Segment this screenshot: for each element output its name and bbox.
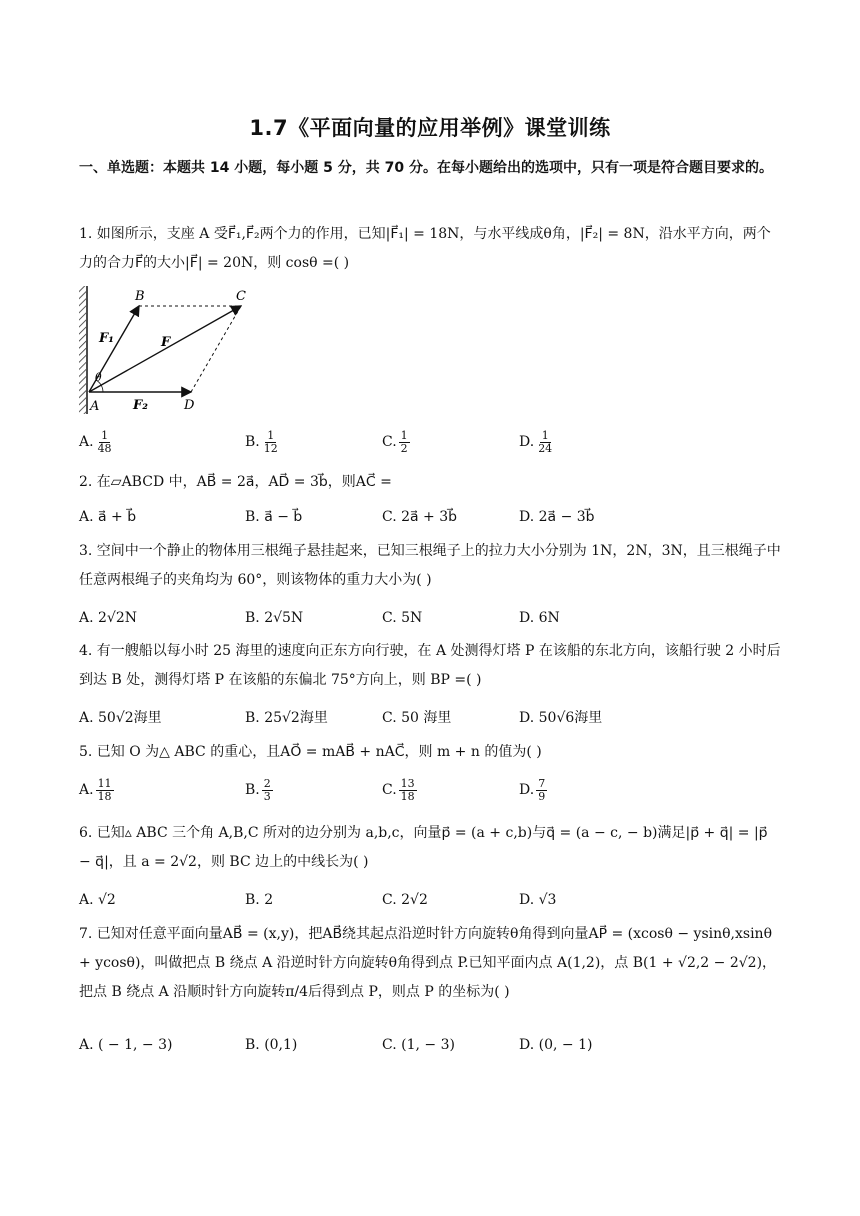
option-a[interactable]: A. 2√2N [79, 610, 137, 626]
option-d[interactable]: D. $\frac{1}{24}$ [519, 428, 553, 455]
option-c[interactable]: C. 2√2 [382, 892, 428, 908]
option-b[interactable]: B. $\frac{1}{12}$ [245, 428, 278, 455]
option-d[interactable]: D. √3 [519, 892, 557, 908]
question-6-stem: 6. 已知▵ ABC 三个角 A,B,C 所对的边分别为 a,b,c，向量p⃗ = (a + c,b)与q⃗ = (a − c, − b)满足|p⃗ + q⃗| = |p⃗ − q⃗|，且 a = 2√2，则 BC 边上的中线长为( ) [79, 825, 768, 870]
force-diagram [79, 284, 259, 414]
option-d[interactable]: D. (0, − 1) [519, 1037, 593, 1053]
question-7-options [79, 1031, 781, 1059]
option-b[interactable]: B. 2 [245, 892, 274, 908]
option-b[interactable]: B. $\frac{2}{3}$ [245, 776, 271, 803]
question-5-options [79, 776, 781, 804]
question-7-stem: 7. 已知对任意平面向量AB⃗ = (x,y)，把AB⃗绕其起点沿逆时针方向旋转θ角得到向量AP⃗ = (xcosθ − ysinθ,xsinθ + ycosθ)，叫做把点 B 绕点 A 沿逆时针方向旋转θ角得到点 P.已知平面内点 A(1,2)，点 B(1 + √2,2 − 2√2)，把点 B 绕点 A 沿顺时针方向旋转π/4后得到点 P，则点 P 的坐标为( ) [79, 926, 777, 1000]
option-a[interactable]: A. 50√2海里 [79, 710, 162, 726]
label-B: B [135, 289, 145, 304]
label-F: F [161, 335, 171, 350]
question-2-options [79, 503, 781, 531]
option-a[interactable]: A. $\frac{11}{18}$ [79, 776, 112, 803]
option-a[interactable]: A. a⃗ + b⃗ [79, 509, 137, 525]
label-C: C [236, 289, 246, 304]
label-F2: F₂ [133, 398, 148, 413]
page-title: 1.7《平面向量的应用举例》课堂训练 [249, 116, 611, 140]
option-b[interactable]: B. (0,1) [245, 1037, 298, 1053]
label-F1: F₁ [99, 331, 114, 346]
dashed-DC [191, 306, 241, 392]
option-c[interactable]: C. 50 海里 [382, 710, 452, 726]
option-a[interactable]: A. ( − 1, − 3) [79, 1037, 173, 1053]
option-d[interactable]: D. $\frac{7}{9}$ [519, 776, 546, 803]
question-6-options [79, 886, 781, 914]
label-A: A [90, 399, 100, 414]
section-header: 一、单选题：本题共 14 小题，每小题 5 分，共 70 分。在每小题给出的选项中，只有一项是符合题目要求的。 [79, 160, 773, 176]
question-3-options [79, 604, 781, 632]
question-1-options [79, 428, 781, 456]
option-b[interactable]: B. 2√5N [245, 610, 304, 626]
question-3-stem: 3. 空间中一个静止的物体用三根绳子悬挂起来，已知三根绳子上的拉力大小分别为 1N，2N，3N，且三根绳子中任意两根绳子的夹角均为 60°，则该物体的重力大小为( ) [79, 543, 781, 588]
label-D: D [184, 398, 195, 413]
option-b[interactable]: B. a⃗ − b⃗ [245, 509, 303, 525]
question-4-stem: 4. 有一艘船以每小时 25 海里的速度向正东方向行驶，在 A 处测得灯塔 P 在该船的东北方向，该船行驶 2 小时后到达 B 处，测得灯塔 P 在该船的东偏北 75°方向上，则 BP =( ) [79, 643, 781, 688]
question-5-stem: 5. 已知 O 为△ ABC 的重心，且AO⃗ = mAB⃗ + nAC⃗，则 m + n 的值为( ) [79, 744, 542, 760]
wall-hatching [79, 286, 86, 414]
option-c[interactable]: C. 5N [382, 610, 423, 626]
option-c[interactable]: C. 2a⃗ + 3b⃗ [382, 509, 458, 525]
option-a[interactable]: A. √2 [79, 892, 116, 908]
question-4-options [79, 704, 781, 732]
option-c[interactable]: C. $\frac{13}{18}$ [382, 776, 415, 803]
option-d[interactable]: D. 50√6海里 [519, 710, 603, 726]
option-b[interactable]: B. 25√2海里 [245, 710, 328, 726]
option-a[interactable]: A. $\frac{1}{48}$ [79, 428, 112, 455]
label-theta: θ [95, 371, 102, 384]
question-1-stem: 1. 如图所示，支座 A 受F⃗₁,F⃗₂两个力的作用，已知|F⃗₁| = 18N，与水平线成θ角，|F⃗₂| = 8N，沿水平方向，两个力的合力F⃗的大小|F⃗| = 20N，则 cosθ =( ) [79, 226, 771, 271]
option-c[interactable]: C. (1, − 3) [382, 1037, 455, 1053]
question-2-stem: 2. 在▱ABCD 中，AB⃗ = 2a⃗，AD⃗ = 3b⃗，则AC⃗ = [79, 474, 392, 490]
option-d[interactable]: D. 6N [519, 610, 560, 626]
option-c[interactable]: C. $\frac{1}{2}$ [382, 428, 408, 455]
option-d[interactable]: D. 2a⃗ − 3b⃗ [519, 509, 595, 525]
